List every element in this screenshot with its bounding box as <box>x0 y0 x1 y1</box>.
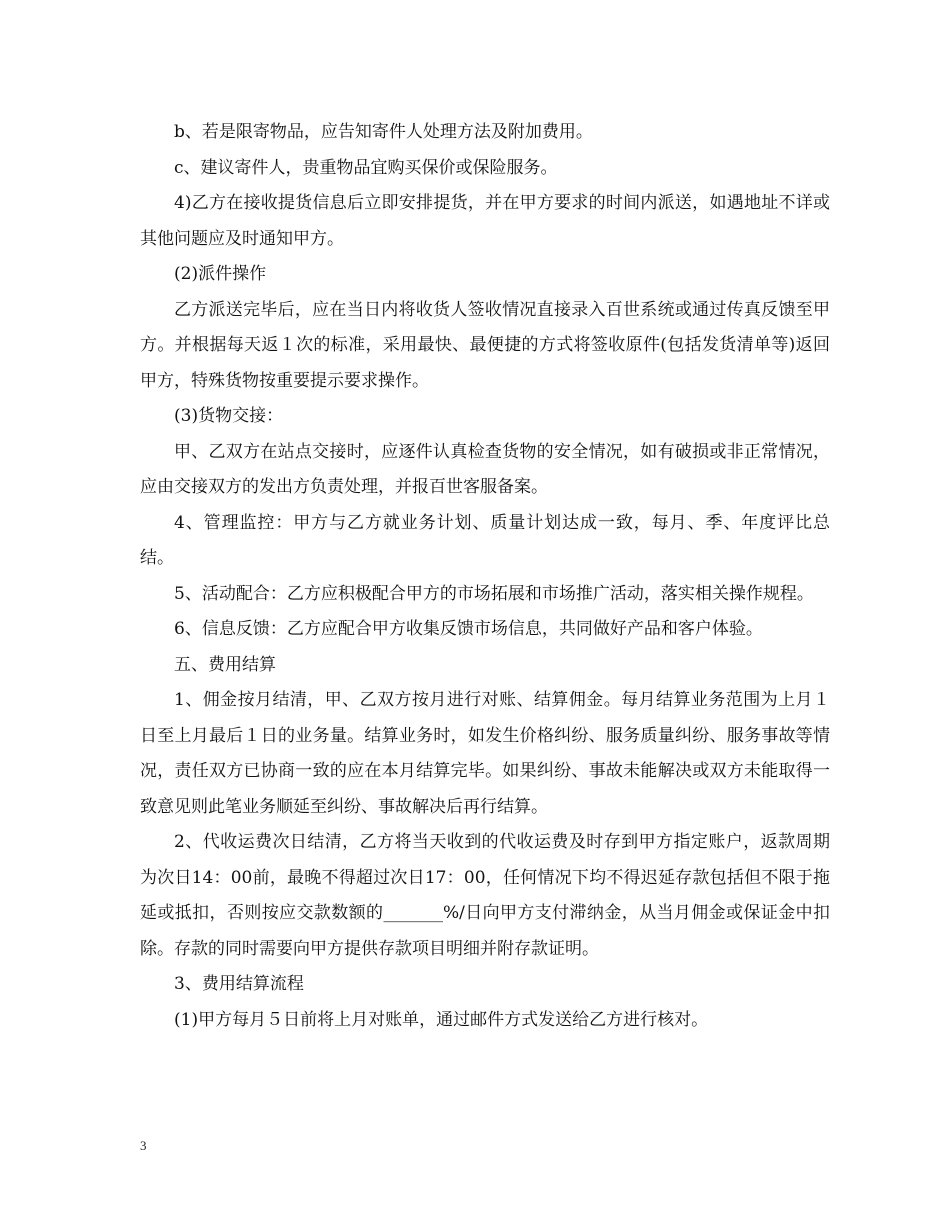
paragraph-dispatch-operation: 乙方派送完毕后，应在当日内将收货人签收情况直接录入百世系统或通过传真反馈至甲方。并根据每天返１次的标准，采用最快、最便捷的方式将签收原件(包括发货清单等)返回甲方，特殊货物按重要提示要求操作。 <box>140 299 830 391</box>
paragraph-commission-settlement: 1、佣金按月结清，甲、乙双方按月进行对账、结算佣金。每月结算业务范围为上月１日至上月最后１日的业务量。结算业务时，如发生价格纠纷、服务质量纠纷、服务事故等情况，责任双方已协商一致的应在本月结算完毕。如果纠纷、事故未能解决或双方未能取得一致意见则此笔业务顺延至纠纷、事故解决后再行结算。 <box>140 690 830 817</box>
paragraph-settlement-process-heading: 3、费用结算流程 <box>174 974 304 994</box>
section-heading-fee-settlement: 五、费用结算 <box>174 654 276 675</box>
paragraph-restricted-items: b、若是限寄物品，应告知寄件人处理方法及附加费用。 <box>174 122 593 142</box>
paragraph-management-monitoring: 4、管理监控：甲方与乙方就业务计划、质量计划达成一致，每月、季、年度评比总结。 <box>140 512 830 568</box>
paragraph-information-feedback: 6、信息反馈：乙方应配合甲方收集反馈市场信息，共同做好产品和客户体验。 <box>174 619 763 639</box>
document-body <box>140 115 830 1038</box>
paragraph-cod-freight-settlement: 2、代收运费次日结清，乙方将当天收到的代收运费及时存到甲方指定账户，返款周期为次日14：00前，最晚不得超过次日17：00，任何情况下均不得迟延存款包括但不限于拖延或抵扣，否则按应交款数额的_______%/日向甲方支付滞纳金，从当月佣金或保证金中扣除。存款的同时需要向甲方提供存款项目明细并附存款证明。 <box>140 832 830 959</box>
paragraph-dispatch-heading: (2)派件操作 <box>174 264 267 284</box>
paragraph-monthly-statement: (1)甲方每月５日前将上月对账单，通过邮件方式发送给乙方进行核对。 <box>174 1009 709 1030</box>
paragraph-activity-cooperation: 5、活动配合：乙方应积极配合甲方的市场拓展和市场推广活动，落实相关操作规程。 <box>174 583 814 604</box>
paragraph-pickup-arrangement: 4)乙方在接收提货信息后立即安排提货，并在甲方要求的时间内派送，如遇地址不详或其他问题应及时通知甲方。 <box>140 193 830 249</box>
paragraph-handover-heading: (3)货物交接： <box>174 406 284 426</box>
paragraph-insurance-advice: c、建议寄件人，贵重物品宜购买保价或保险服务。 <box>174 157 558 178</box>
page-number: 3 <box>140 1138 147 1153</box>
paragraph-handover-details: 甲、乙双方在站点交接时，应逐件认真检查货物的安全情况，如有破损或非正常情况，应由交接双方的发出方负责处理，并报百世客服备案。 <box>140 441 830 497</box>
